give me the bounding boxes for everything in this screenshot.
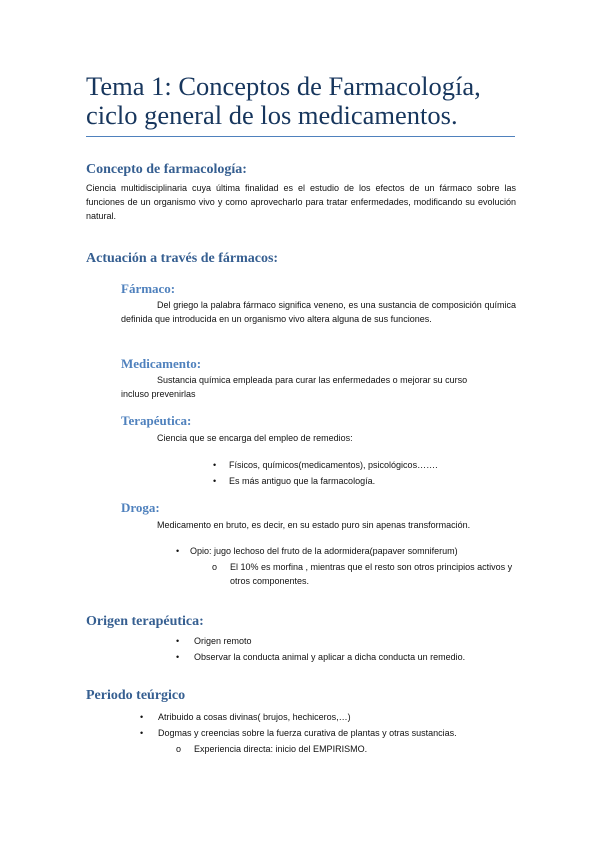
title-underline [86, 136, 515, 137]
sub-bullet-text: El 10% es morfina , mientras que el resto son otros principios activos y otros componentes. [230, 562, 513, 586]
bullet-marker: • [176, 546, 180, 556]
bullet-marker: • [176, 652, 180, 662]
sub-bullet-text: Experiencia directa: inicio del EMPIRISMO. [194, 744, 368, 754]
bullet-text: Físicos, químicos(medicamentos), psicológicos……. [229, 460, 438, 470]
sub-bullet-marker: o [212, 562, 218, 572]
terapeutica-text: Ciencia que se encarga del empleo de remedios: [157, 433, 353, 443]
bullet-marker: • [140, 728, 144, 738]
heading-actuacion: Actuación a través de fármacos: [86, 251, 279, 266]
sub-bullet-marker: o [176, 744, 182, 754]
heading-terapeutica: Terapéutica: [121, 413, 192, 428]
document-title: Tema 1: Conceptos de Farmacología, ciclo general de los medicamentos. [86, 71, 481, 130]
farmaco-text: Del griego la palabra fármaco significa veneno, es una sustancia de composición química definida que introducida en un organismo vivo altera alguna de sus funciones. [121, 300, 516, 324]
heading-concepto: Concepto de farmacología: [86, 162, 247, 177]
heading-farmaco: Fármaco: [121, 281, 176, 296]
medicamento-text-line1: Sustancia química empleada para curar las enfermedades o mejorar su curso [157, 375, 468, 385]
concepto-text: Ciencia multidisciplinaria cuya última finalidad es el estudio de los efectos de un fármaco sobre las funciones de un organismo vivo y como aprovecharlo para tratar enfermedades, modificando su evolución natural. [86, 183, 516, 221]
droga-text: Medicamento en bruto, es decir, en su estado puro sin apenas transformación. [157, 520, 471, 530]
heading-origen: Origen terapéutica: [86, 614, 204, 629]
bullet-text: Origen remoto [194, 636, 252, 646]
heading-droga: Droga: [121, 500, 160, 515]
medicamento-text-line2: incluso prevenirlas [121, 389, 196, 399]
bullet-marker: • [213, 476, 217, 486]
bullet-marker: • [140, 712, 144, 722]
bullet-text: Observar la conducta animal y aplicar a dicha conducta un remedio. [194, 652, 466, 662]
heading-periodo: Periodo teúrgico [86, 688, 186, 703]
bullet-text: Es más antiguo que la farmacología. [229, 476, 376, 486]
bullet-marker: • [176, 636, 180, 646]
bullet-text: Atribuido a cosas divinas( brujos, hechiceros,…) [158, 712, 351, 722]
heading-medicamento: Medicamento: [121, 356, 202, 371]
bullet-text: Dogmas y creencias sobre la fuerza curativa de plantas y otras sustancias. [158, 728, 457, 738]
bullet-text: Opio: jugo lechoso del fruto de la adormidera(papaver somniferum) [190, 546, 458, 556]
bullet-marker: • [213, 460, 217, 470]
